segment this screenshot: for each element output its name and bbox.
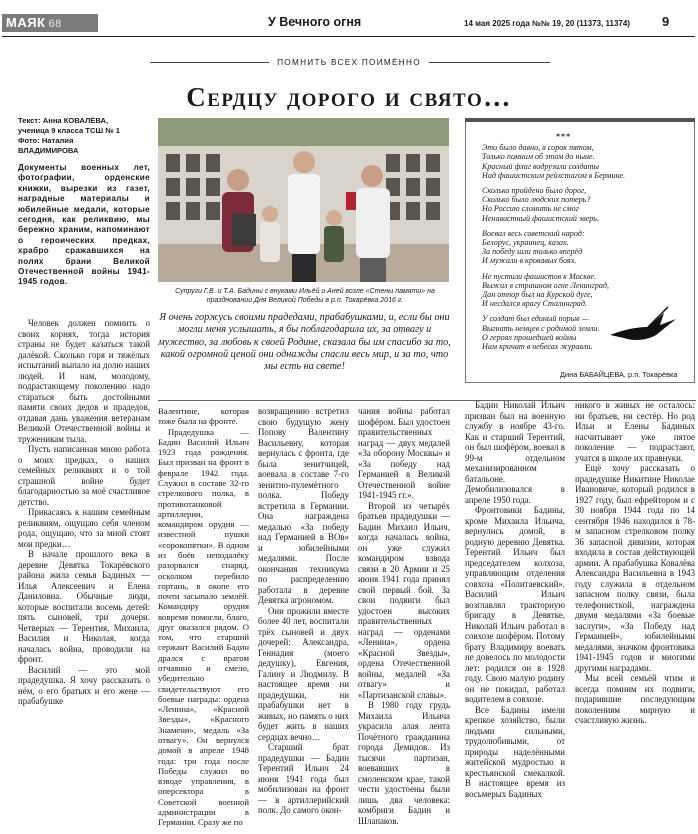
poem-line: Только помним об этом до ныне. — [482, 152, 595, 162]
poem-line: Ненавистный фашистский зверь. — [482, 213, 599, 223]
poem-stanza — [482, 229, 682, 266]
poem-line: Дан отпор был на Курской дуге, — [482, 290, 593, 300]
photo-caption: Супруги Г.В. и Т.А. Бадины с внуками Ильёй и Аней возле «Стены памяти» на праздновании Дня Великой Победы в р.п. Токарёвка 2016 г. — [175, 288, 435, 304]
poem-line: Выжил в страшном огне Ленинград, — [482, 280, 610, 290]
author-line: ВЛАДИМИРОВА — [18, 146, 79, 155]
paragraph: Фронтовики Бадины, кроме Михаила Ильича, вернулись домой, в родную деревню Девятка. Терентий Ильич был председателем колхоза, управляющим отделения совхоза «Политаевский». Василий Ильич возглавлял тракторную бригаду в Девятке, Николай Ильич работал в совхозе шофёром. Потому брату Владимиру воевать не довелось по молодости лет: родился он в 1928 году. Свою малую родину он не покидал, работал водителем в совхозе. — [465, 505, 565, 704]
newspaper-logo: МАЯК 68 — [2, 14, 98, 32]
poem-line: Красный флаг водрузили солдаты — [482, 161, 599, 171]
column-3 — [258, 406, 349, 816]
family-photo — [158, 118, 449, 282]
poem-line: Над фашистским рейхстагом в Бермине. — [482, 170, 626, 180]
page-number: 9 — [662, 14, 670, 29]
poem-line: О героях прошедшей войны — [482, 332, 577, 342]
paragraph: В начале прошлого века в деревне Девятка Токарёвского района жила семья Бадиных — Илья Алексеевич и Елена Даниловна. Обычные люди, которые воспитали восемь детей: пять сыновей, три дочери. Четверых — Терентия, Михаила, Василия и Николая, когда началась война, проводили на фронт. — [18, 549, 150, 664]
rubric — [0, 58, 698, 67]
author-line: ученица 9 класса ТСШ № 1 — [18, 126, 121, 135]
poem-stanza — [482, 186, 682, 223]
section-title: У Вечного огня — [268, 15, 362, 29]
issue-date: 14 мая 2025 года №№ 19, 20 (11373, 11374) — [464, 19, 630, 28]
column-1 — [18, 318, 150, 707]
paragraph: Василий — это мой прадедушка. Я хочу рассказать о нём, о его братьях и его жене — прабабушке — [18, 664, 150, 706]
paragraph: Прадедушка — Бадин Василий Ильич 1923 года рождения. Был призван на фронт в феврале 1942 года. Служил в составе 32-го стрелкового полка, в противотанковой артиллерии, командиром орудия — известной пушки «сорокопятки». В одном из боёв неподалёку разорвался снаряд, осколком перебило гортань, в окопе его почти засыпало землёй. Командиру орудия вовремя помогли, благо, друг оказался рядом. О том, что старший сержант Василий Бадин дрался с врагом отчаянно и смело, убедительно свидетельствуют его боевые награды: ордена «Ленина», «Красной Звезды», «Красного Знамени», медаль «За отвагу». Он вернулся домой в апреле 1948 года: три года после Победы служил во взводе управления, в оперсектора в Советской военной администрации в Германии. Сразу же по — [158, 426, 249, 828]
column-2 — [158, 406, 249, 828]
paragraph: Валентине, которая тоже была на фронте. — [158, 406, 249, 427]
poem-line: Выгнать немцев с родимой земли. — [482, 323, 600, 333]
paragraph: Мы всей семьёй чтим и всегда помним их подвиги, подарившие последующим поколениям мирную и счастливую жизнь. — [575, 673, 695, 725]
paragraph: Старший брат прадедушки — Бадин Терентий Ильич 24 июня 1941 года был мобилизован на фронт — в артиллерийский полк. До самого окон- — [258, 742, 349, 815]
photo-illustration — [158, 118, 449, 282]
lead-paragraph: Документы военных лет, фотографии, орденские книжки, вырезки из газет, наградные материалы и юбилейные медали, которые сегодня, как реликвию, мы бережно храним, напоминают о героических предках, храбро сражавшихся на полях брани Великой Отечественной войны 1941-1945 годов. — [18, 163, 150, 287]
paragraph: возвращению встретил свою будущую жену Попову Валентину Васильевну, которая вернулась с фронта, где была зенитчицей, воевала в составе 7-го зенитно-пулемётного полка. Победу встретила в Германии. Она награждена медалью «За победу над Германией в ВОв» и юбилейными медалями. После окончания техникума по распределению работала в деревне Девятка агрономом. — [258, 406, 349, 605]
poem-line: Сколько пройдено было дорог, — [482, 186, 587, 196]
paragraph: В 1980 году грудь Михаила Ильича украсила алая лента Почётного гражданина города Демидов. Из тысячи партизан, воевавших в смоленском крае, такой чести удостоены были лишь два человека: комбриги Бадин и Шлапаков. — [358, 700, 450, 826]
poem-line: Белорус, украинец, казах. — [482, 238, 569, 248]
author-credits — [18, 116, 148, 156]
paragraph: чания войны работал шофёром. Был удостоен правительственных наград — двух медалей «За оборону Москвы» и «За победу над Германией в Великой Отечественной войне 1941-1945 гг.». — [358, 406, 450, 500]
paragraph: Пусть написанная мною работа о моих предках, о наших семейных реликвиях и о той страшной войне будет благодарностью за моё счастливое детство. — [18, 444, 150, 507]
poem-author: Дина БАБАЙЦЕВА, р.п. Токарёвка — [560, 370, 678, 379]
crane-bird-icon — [608, 305, 678, 355]
poem-line: Нам кричат в небесах журавли. — [482, 342, 593, 352]
article-title: Сердцу дорого и свято… — [186, 82, 512, 112]
poem-dots: *** — [556, 132, 572, 141]
poem-line: У солдат был единый порыв — — [482, 314, 589, 324]
logo-page: 68 — [48, 18, 62, 30]
pull-quote: Я очень горжусь своими прадедами, прабабушками, и, если бы они могли меня услышать, я бы поблагодарила их, за отвагу и мужество, за любовь к своей Родине, сказала бы им спасибо за то, какой огромной ценой они однажды спасли весь мир, и за то, что мы есть на свете! — [158, 312, 451, 373]
paragraph: никого в живых не осталось: ни братьев, ни сестёр. Но род Ильи и Елены Бадиных насчитывает уже пятое поколение — подрастают, учатся в школе их правнуки. — [575, 400, 695, 463]
poem-line: За победу шли только вперёд — [482, 247, 583, 257]
poem-line: И мужали в кровавых боях. — [482, 256, 577, 266]
rubric-text: ПОМНИТЬ ВСЕХ ПОИМЁННО — [269, 58, 429, 67]
paragraph: Человек должен помнить о своих корнях, тогда история страны не будет казаться такой далёкой. Сколько горя и тяжёлых испытаний выпало на долю наших людей. И нам, молодому, подрастающему поколению надо стараться быть достойными памяти своих дедов и прадедов, отдавая дань уважения ветеранам Великой Отечественной войны и труженикам тыла. — [18, 318, 150, 444]
poem-line: И несдался врагу Сталинград. — [482, 299, 587, 309]
poem-line: Но Россию сломить не смог — [482, 204, 579, 214]
paragraph: Ещё хочу рассказать о прадедушке Никитине Николае Ивановиче, который родился в 1927 году, был ефрейтором и с 30 ноября 1944 года по 14 сентября 1946 находился в 78-м запасном стрелковом полку 36 запасной дивизии, которая входила в состав действующей армии. А прабабушка Ковалёва Александра Васильевна в 1943 году служила в отдельном запасном полку связи, была телефонисткой, награждена двумя медалями «За боевые заслуги», «За Победу над Германией», юбилейными медалями, значком фронтовика 1941-1945 годов и многими другими наградами. — [575, 463, 695, 673]
poem-line: Сколько было людских потерь? — [482, 195, 591, 205]
column-6 — [575, 400, 695, 726]
poem-stanza — [482, 143, 682, 180]
poem-line: Воевал весь советский народ: — [482, 228, 585, 238]
paragraph: Прикасаясь к нашим семейным реликвиям, ощущаю себя членом рода, ощущаю, что за мной стоят мои предки… — [18, 507, 150, 549]
poem-stanza — [482, 272, 682, 309]
poem-line: Это было давно, в сорок пятом, — [482, 143, 594, 153]
paragraph: Второй из четырёх братьев прадедушки — Бадин Михаил Ильич, когда началась война, он уже служил командиром взвода связи в 20 Армии и 25 июня 1941 года принял свой первый бой. За свои подвиги был удостоен высоких правительственных наград — орденами «Ленина», ордена «Красной Звезды», ордена Отечественной войны, медалей «За отвагу» и «Партизанской славы». — [358, 500, 450, 700]
poem-top-bar — [465, 118, 695, 122]
header-divider — [2, 36, 695, 37]
author-line: Текст: Анна КОВАЛЁВА, — [18, 116, 109, 125]
paragraph: Все Бадины имели крепкое хозяйство, были людьми сильными, трудолюбивыми, от природы наделёнными житейской мудростью и крестьянской смекалкой. В настоящее время из восьмерых Бадиных — [465, 704, 565, 799]
author-line: Фото: Наталия — [18, 136, 74, 145]
paragraph: Они прожили вместе более 40 лет, воспитали трёх сыновей и двух дочерей: Александра, Геннадия (моего дедушку), Евгения, Галину и Людмилу. В настоящее время ни прадедушки, ни прабабушки нет в живых, но память о них будет жить в наших сердцах вечно… — [258, 605, 349, 742]
paragraph: Бадин Николай Ильич призван был на военную службу в ноябре 43-го. Как и старший Терентий, он был шофёром, воевал в 99-м отдельном механизированном батальоне. Демобилизовался в апреле 1950 года. — [465, 400, 565, 505]
poem-line: Не пустили фашистов к Москве. — [482, 271, 597, 281]
column-5 — [465, 400, 565, 799]
column-4 — [358, 406, 450, 826]
